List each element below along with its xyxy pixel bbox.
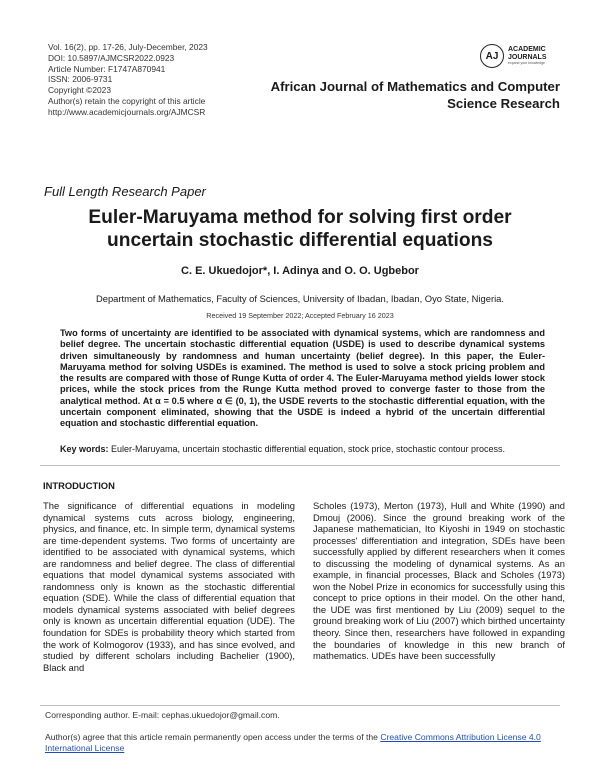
abstract: Two forms of uncertainty are identified to be associated with dynamical systems, which are randomness and belief degree. The uncertain stochastic differential equation (USDE) is used to describe dynamical systems driven simultaneously by randomness and human uncertainty (belief degree). In this paper, the Euler-Maruyama method for solving USDEs is examined. The method is used to solve a stock pricing problem and the results are compared with those of Runge Kutta of order 4. The Euler-Maruyama method yields lower stock prices, while the stock prices from the Runge Kutta method proved to converge faster to those from the analytical method. At α = 0.5 where α ∈ (0, 1), the USDE reverts to the stochastic differential equation, with the uncertain component eliminated, showing that the USDE is indeed a hybrid of the uncertain differential equation and stochastic differential equation.: [60, 328, 545, 429]
paper-type: Full Length Research Paper: [44, 184, 206, 199]
logo-tagline: expand your knowledge: [508, 61, 545, 65]
body-column-left: The significance of differential equations in modeling dynamical systems cuts across biology, engineering, physics, and finance, etc. In simple term, dynamical systems are time-dependent systems. Two forms of uncertainty are identified to be associated with dynamical systems, which are randomness and belief degree. The class of differential equations that model dynamical systems associated with randomness only is known as the stochastic differential equation (SDE). While the class of differential equation that models dynamical systems associated with belief degrees only is known as uncertain differential equation (UDE). The foundation for SDEs is probability theory which started from the work of Kolmogorov (1933), and has since evolved, and studied by different scholars including Bachelier (1900), Black and: [43, 500, 295, 673]
meta-copyright: Copyright ©2023: [48, 85, 111, 96]
meta-volume: Vol. 16(2), pp. 17-26, July-December, 2023: [48, 42, 208, 52]
academic-journals-logo: [480, 44, 547, 68]
logo-line1: ACADEMIC: [508, 46, 546, 53]
keywords-label: Key words:: [60, 444, 109, 454]
article-metadata: [48, 42, 208, 118]
title-line2: uncertain stochastic differential equations: [107, 230, 493, 251]
license-link[interactable]: Creative Commons Attribution License 4.0 International License: [45, 732, 541, 753]
meta-issn: ISSN: 2006-9731: [48, 74, 113, 85]
journal-title-line2: Science Research: [447, 96, 560, 111]
logo-wordmark: [508, 46, 547, 66]
logo-line2: JOURNALS: [508, 53, 547, 61]
body-column-right: Scholes (1973), Merton (1973), Hull and White (1990) and Dmouj (2006). Since the ground breaking work of the Japanese mathematician, Ito Kiyoshi in 1949 on stochastic processes' differentiation and integration, SDEs have been successfully applied by different researchers when it comes to discussing the modeling of dynamical systems. As an example, in financial processes, Black and Scholes (1973) won the Nobel Prize in economics for successfully using this concept to price options in their model. On the other hand, the UDE was first mentioned by Liu (2009) sequel to the ground breaking work of Liu (2007) which birthed uncertainty theory. Since then, researchers have followed in expanding the boundaries of knowledge in this new branch of mathematics. UDEs have been successfully: [313, 500, 565, 662]
license-notice: [45, 732, 565, 754]
corresponding-author: Corresponding author. E-mail: cephas.ukuedojor@gmail.com.: [45, 710, 280, 720]
affiliation: Department of Mathematics, Faculty of Sciences, University of Ibadan, Ibadan, Oyo State, Nigeria.: [95, 293, 504, 304]
authors: C. E. Ukuedojor*, I. Adinya and O. O. Ugbebor: [181, 265, 419, 277]
keywords: [60, 444, 560, 454]
received-dates: Received 19 September 2022; Accepted February 16 2023: [206, 311, 394, 320]
license-text: Author(s) agree that this article remain permanently open access under the terms of the: [45, 732, 381, 742]
journal-title: [260, 78, 560, 112]
aj-logo-icon: AJ: [480, 44, 504, 68]
meta-article-number: Article Number: F1747A870941: [48, 63, 166, 74]
divider-top: [40, 465, 560, 466]
paper-title: [40, 206, 560, 252]
meta-rights: Author(s) retain the copyright of this article: [48, 95, 206, 106]
title-line1: Euler-Maruyama method for solving first order: [88, 207, 512, 228]
keywords-list: Euler-Maruyama, uncertain stochastic differential equation, stock price, stochastic contour process.: [111, 444, 506, 454]
meta-url[interactable]: http://www.academicjournals.org/AJMCSR: [48, 106, 206, 117]
section-heading-introduction: INTRODUCTION: [43, 480, 115, 491]
divider-bottom: [40, 705, 560, 706]
journal-title-line1: African Journal of Mathematics and Computer: [270, 79, 560, 94]
meta-doi: DOI: 10.5897/AJMCSR2022.0923: [48, 52, 175, 63]
